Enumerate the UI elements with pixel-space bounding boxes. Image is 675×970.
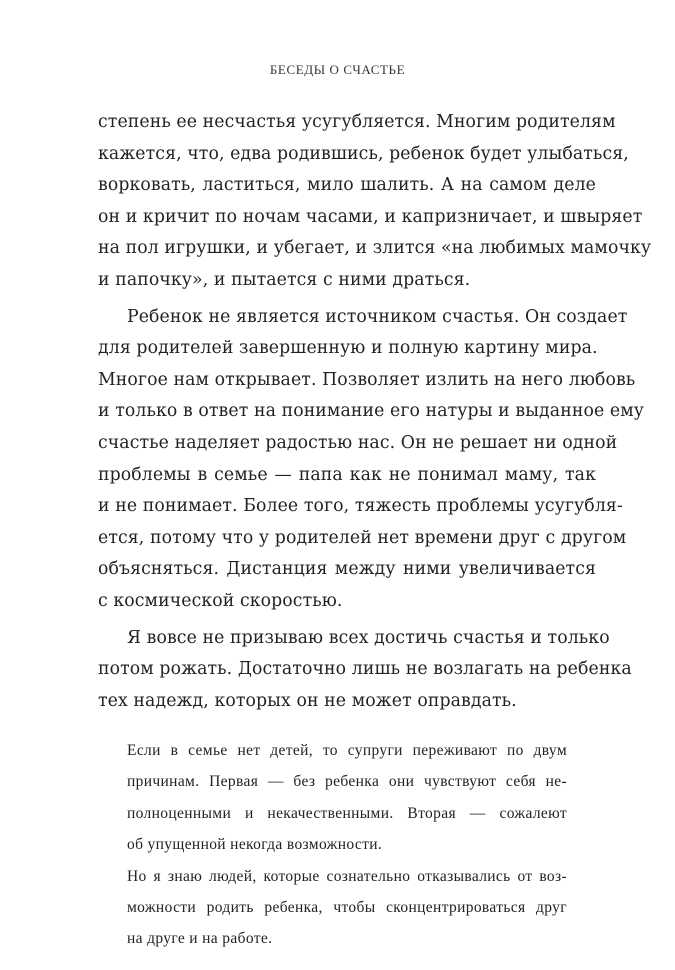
running-head: БЕСЕДЫ О СЧАСТЬЕ bbox=[269, 62, 406, 77]
text-line: и не понимает. Более того, тяжесть проблемы усугубля- bbox=[98, 496, 623, 517]
sidebar-line: причинам. Первая — без ребенка они чувствуют себя не- bbox=[127, 773, 567, 791]
text-line: Многое нам открывает. Позволяет излить на него любовь bbox=[98, 369, 636, 390]
sidebar-paragraph-2 bbox=[127, 861, 567, 955]
text-line: счастье наделяет радостью нас. Он не решает ни одной bbox=[98, 432, 618, 453]
sidebar-line: Если в семье нет детей, то супруги переживают по двум bbox=[127, 742, 567, 759]
paragraph-1 bbox=[98, 107, 652, 297]
text-line: он и кричит по ночам часами, и капризничает, и швыряет bbox=[98, 206, 643, 227]
text-line: проблемы в семье — папа как не понимал маму, так bbox=[98, 464, 596, 485]
paragraph-3 bbox=[98, 623, 632, 718]
text-line: и только в ответ на понимание его натуры и выданное ему bbox=[98, 401, 645, 422]
text-line: потом рожать. Достаточно лишь не возлагать на ребенка bbox=[98, 659, 632, 680]
text-line: для родителей завершенную и полную картину мира. bbox=[98, 338, 598, 359]
text-line: с космической скоростью. bbox=[98, 590, 343, 611]
sidebar-line: можности родить ребенка, чтобы сконцентрироваться друг bbox=[127, 898, 567, 916]
text-line: тех надежд, которых он не может оправдать. bbox=[98, 690, 517, 711]
main-text bbox=[98, 107, 652, 717]
text-line: ется, потому что у родителей нет времени друг с другом bbox=[98, 527, 627, 548]
text-line: Я вовсе не призываю всех достичь счастья и только bbox=[127, 627, 610, 648]
text-line: ворковать, ластиться, мило шалить. А на самом деле bbox=[98, 175, 596, 196]
text-line: степень ее несчастья усугубляется. Многим родителям bbox=[98, 112, 616, 132]
sidebar-line: об упущенной некогда возможности. bbox=[127, 836, 383, 854]
sidebar-paragraph-1 bbox=[127, 735, 567, 861]
sidebar-line: Но я знаю людей, которые сознательно отказывались от воз- bbox=[127, 867, 567, 885]
sidebar-line: на друге и на работе. bbox=[127, 930, 273, 948]
text-line: объясняться. Дистанция между ними увеличивается bbox=[98, 559, 596, 580]
sidebar-line: полноценными и некачественными. Вторая — сожалеют bbox=[127, 804, 567, 822]
paragraph-2 bbox=[98, 302, 645, 618]
text-line: и папочку», и пытается с ними драться. bbox=[98, 269, 471, 290]
text-line: на пол игрушки, и убегает, и злится «на любимых мамочку bbox=[98, 238, 652, 259]
text-line: Ребенок не является источником счастья. Он создает bbox=[127, 306, 628, 327]
sidebar-note bbox=[127, 735, 567, 955]
text-line: кажется, что, едва родившись, ребенок будет улыбаться, bbox=[98, 143, 629, 164]
